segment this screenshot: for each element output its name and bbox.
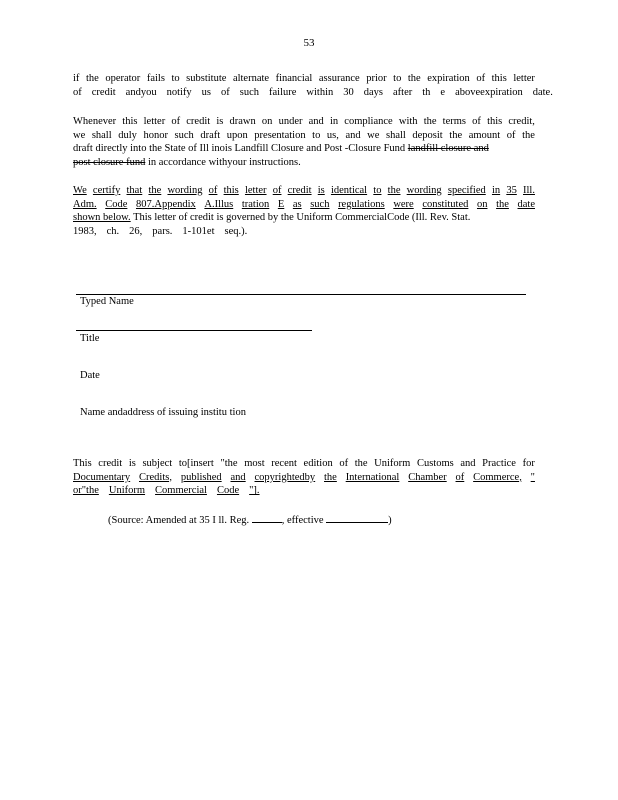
word: financial bbox=[275, 73, 313, 84]
text-line bbox=[73, 86, 553, 100]
text-line bbox=[73, 142, 535, 156]
word: credit bbox=[91, 86, 116, 98]
word: Code bbox=[216, 485, 240, 497]
word: seq.). bbox=[224, 225, 248, 237]
signature-rule bbox=[76, 294, 526, 295]
word: certify bbox=[92, 185, 121, 196]
word: that bbox=[126, 185, 143, 196]
word: of bbox=[339, 458, 349, 469]
word: credit bbox=[287, 185, 312, 196]
word: days bbox=[363, 86, 384, 98]
word: of bbox=[221, 86, 230, 98]
word: the bbox=[449, 129, 463, 141]
word: edition bbox=[303, 458, 333, 469]
word: Uniform bbox=[374, 458, 411, 469]
text-line bbox=[73, 72, 535, 86]
word: recent bbox=[271, 458, 297, 469]
word: substitute bbox=[186, 73, 227, 84]
word: identical bbox=[330, 185, 368, 196]
paragraph-draft-payment bbox=[73, 115, 535, 169]
text-segment: draft directly into the State of Ill inois Landfill Closure and Post -Closure Fund bbox=[73, 143, 406, 155]
word: operator bbox=[105, 73, 141, 84]
word: to bbox=[171, 73, 180, 84]
word: fails bbox=[146, 73, 165, 84]
word: and bbox=[308, 116, 324, 127]
word: Code bbox=[105, 198, 128, 210]
word: expiration bbox=[427, 73, 470, 84]
paragraph-subject-to bbox=[73, 457, 535, 498]
text-line bbox=[73, 156, 535, 170]
word: regulations bbox=[338, 198, 385, 210]
word: this bbox=[487, 116, 503, 127]
word: Documentary bbox=[73, 471, 131, 483]
underlined-line bbox=[73, 198, 535, 212]
text-segment: in accordance withyour instructions. bbox=[147, 156, 301, 168]
word: 1-101et bbox=[182, 225, 215, 237]
word: 807.Appendix bbox=[135, 198, 196, 210]
word: to bbox=[312, 129, 321, 141]
word: of bbox=[476, 73, 486, 84]
word: credit bbox=[98, 458, 123, 469]
word: compliance bbox=[344, 116, 393, 127]
underlined-text: shown below. bbox=[73, 212, 131, 224]
word: This bbox=[73, 458, 92, 469]
word: within bbox=[306, 86, 334, 98]
word: letter bbox=[513, 73, 535, 84]
word: of bbox=[272, 185, 282, 196]
register-volume-blank bbox=[252, 512, 282, 523]
word: date bbox=[517, 198, 535, 210]
word: " bbox=[530, 471, 535, 483]
word: the bbox=[387, 185, 401, 196]
date-label: Date bbox=[80, 370, 100, 381]
word: drawn bbox=[229, 116, 256, 127]
word: to bbox=[393, 73, 402, 84]
word: of bbox=[73, 86, 82, 98]
word: Customs bbox=[416, 458, 454, 469]
word: the bbox=[354, 458, 368, 469]
word: such bbox=[174, 129, 194, 141]
word: as bbox=[292, 198, 302, 210]
source-note bbox=[108, 512, 392, 526]
text-segment: This letter of credit is governed by the Uniform CommercialCode (Ill. Rev. Stat. bbox=[133, 212, 471, 224]
word: aboveexpiration bbox=[455, 86, 523, 98]
word: "the bbox=[220, 458, 238, 469]
word: Uniform bbox=[108, 485, 146, 497]
word: of bbox=[208, 185, 218, 196]
word: after bbox=[393, 86, 413, 98]
word: if bbox=[73, 73, 80, 84]
word: on bbox=[476, 198, 488, 210]
word: assurance bbox=[318, 73, 360, 84]
word: credit, bbox=[508, 116, 535, 127]
word: for bbox=[522, 458, 535, 469]
word: constituted bbox=[422, 198, 469, 210]
word: notify bbox=[166, 86, 192, 98]
word: such bbox=[239, 86, 260, 98]
word: Adm. bbox=[73, 198, 97, 210]
word: 30 bbox=[343, 86, 354, 98]
issuer-label: Name andaddress of issuing institu tion bbox=[80, 407, 246, 418]
word: duly bbox=[118, 129, 137, 141]
word: Ill. bbox=[523, 185, 535, 196]
word: were bbox=[393, 198, 414, 210]
word: the bbox=[324, 471, 337, 483]
word: terms bbox=[442, 116, 466, 127]
word: or"the bbox=[73, 485, 99, 497]
title-label: Title bbox=[80, 333, 100, 344]
word: International bbox=[345, 471, 400, 483]
word: to bbox=[373, 185, 382, 196]
word: the bbox=[423, 116, 437, 127]
word: is bbox=[317, 185, 325, 196]
word: failure bbox=[269, 86, 297, 98]
word: of bbox=[506, 129, 516, 141]
word: the bbox=[522, 129, 535, 141]
word: presentation bbox=[254, 129, 306, 141]
word: with bbox=[398, 116, 418, 127]
word: prior bbox=[366, 73, 387, 84]
word: wording bbox=[167, 185, 203, 196]
word: 26, bbox=[129, 225, 143, 237]
word: th bbox=[422, 86, 431, 98]
word: wording bbox=[406, 185, 442, 196]
title-rule bbox=[76, 330, 312, 331]
text-line bbox=[73, 225, 535, 239]
word: letter bbox=[143, 116, 166, 127]
word: honor bbox=[143, 129, 168, 141]
effective-date-blank bbox=[326, 512, 388, 523]
underlined-line bbox=[73, 471, 535, 485]
word: and bbox=[230, 471, 246, 483]
word: specified bbox=[447, 185, 486, 196]
word: of bbox=[455, 471, 465, 483]
word: and bbox=[345, 129, 361, 141]
source-prefix: (Source: Amended at 35 I ll. Reg. bbox=[108, 515, 250, 526]
typed-name-label: Typed Name bbox=[80, 296, 134, 307]
page-number: 53 bbox=[303, 37, 315, 49]
word: the bbox=[407, 73, 421, 84]
word: most bbox=[244, 458, 265, 469]
word: published bbox=[180, 471, 222, 483]
source-suffix: ) bbox=[388, 515, 392, 526]
word: this bbox=[122, 116, 138, 127]
text-line bbox=[73, 457, 535, 471]
word: We bbox=[73, 185, 87, 196]
word: Practice bbox=[482, 458, 516, 469]
word: Credits, bbox=[139, 471, 172, 483]
word: 35 bbox=[506, 185, 517, 196]
word: "]. bbox=[249, 485, 260, 497]
underlined-line bbox=[73, 184, 535, 198]
word: E bbox=[277, 198, 285, 210]
struck-text: post closure fund bbox=[73, 156, 146, 168]
word: shall bbox=[385, 129, 406, 141]
word: upon bbox=[226, 129, 248, 141]
word: is bbox=[128, 458, 136, 469]
word: deposit bbox=[412, 129, 443, 141]
word: is bbox=[216, 116, 224, 127]
word: Whenever bbox=[73, 116, 117, 127]
word: we bbox=[73, 129, 86, 141]
word: us, bbox=[326, 129, 339, 141]
word: A.Illus bbox=[204, 198, 234, 210]
word: in bbox=[491, 185, 501, 196]
word: subject bbox=[142, 458, 173, 469]
underlined-line bbox=[73, 484, 535, 498]
word: amount bbox=[468, 129, 501, 141]
word: Chamber bbox=[408, 471, 447, 483]
struck-text: landfill closure and bbox=[407, 143, 489, 155]
word: Commercial bbox=[155, 485, 207, 497]
word: this bbox=[223, 185, 239, 196]
word: Commerce, bbox=[473, 471, 522, 483]
word: us bbox=[201, 86, 212, 98]
word: andyou bbox=[125, 86, 157, 98]
word: e bbox=[440, 86, 446, 98]
word: the bbox=[148, 185, 162, 196]
word: credit bbox=[186, 116, 211, 127]
word: the bbox=[496, 198, 509, 210]
word: copyrightedby bbox=[254, 471, 316, 483]
word: on bbox=[261, 116, 273, 127]
word: date. bbox=[532, 86, 553, 98]
word: draft bbox=[200, 129, 221, 141]
word: of bbox=[171, 116, 181, 127]
word: this bbox=[491, 73, 507, 84]
word: tration bbox=[241, 198, 270, 210]
word: 1983, bbox=[73, 225, 97, 237]
word: ch. bbox=[106, 225, 120, 237]
word: and bbox=[460, 458, 476, 469]
word: shall bbox=[91, 129, 112, 141]
text-line bbox=[73, 211, 535, 225]
word: under bbox=[278, 116, 303, 127]
word: pars. bbox=[152, 225, 173, 237]
word: the bbox=[85, 73, 99, 84]
paragraph-expiration bbox=[73, 72, 553, 99]
word: such bbox=[310, 198, 330, 210]
word: in bbox=[329, 116, 339, 127]
word: to[insert bbox=[178, 458, 214, 469]
text-line bbox=[73, 115, 535, 129]
word: we bbox=[367, 129, 380, 141]
word: letter bbox=[244, 185, 267, 196]
text-line bbox=[73, 129, 535, 143]
source-middle: , effective bbox=[281, 515, 324, 526]
word: of bbox=[472, 116, 481, 127]
word: alternate bbox=[232, 73, 270, 84]
paragraph-certification bbox=[73, 184, 535, 238]
